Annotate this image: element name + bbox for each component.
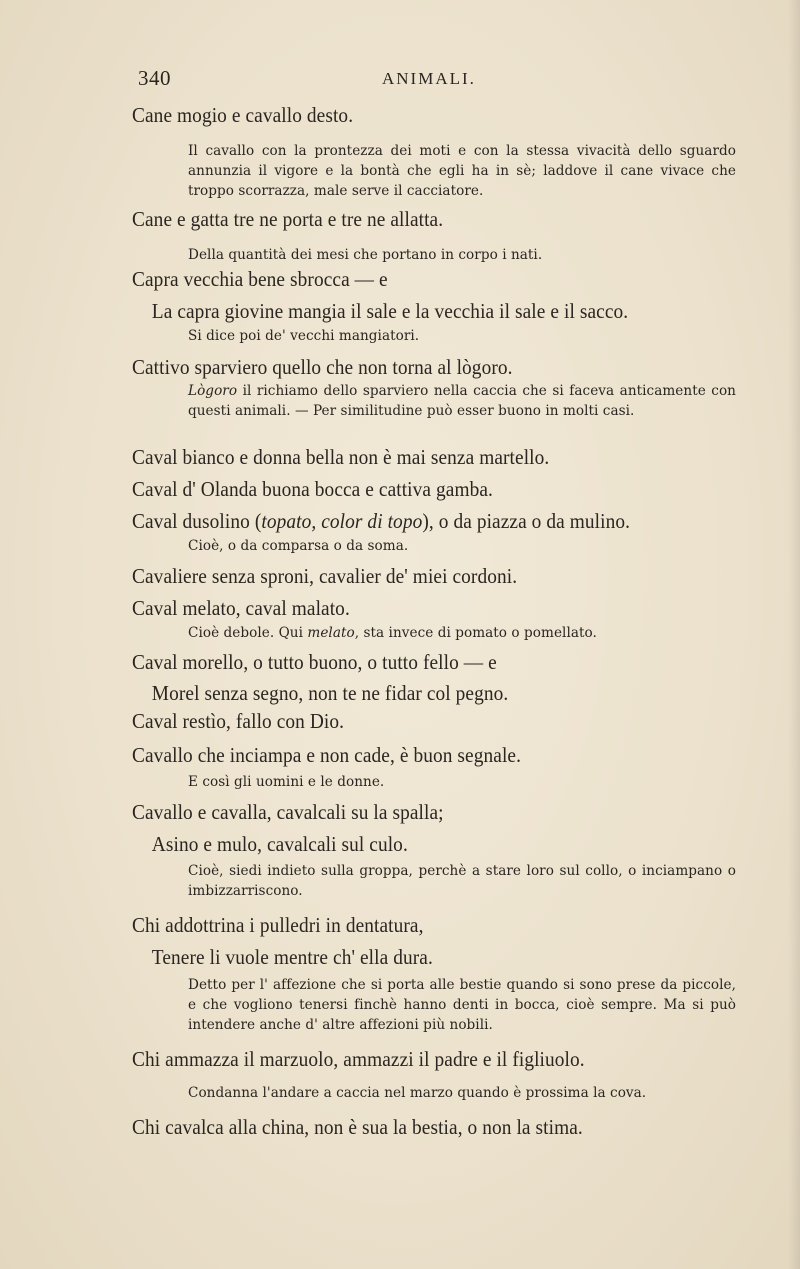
proverb-line: Asino e mulo, cavalcali sul culo. <box>151 832 408 856</box>
gloss: Cioè, siedi indieto sulla groppa, perchè a stare loro sul collo, o inciampano o imbizzarriscono. <box>188 863 736 899</box>
proverb-line: Caval dusolino (topato, color di topo), o da piazza o da mulino. <box>132 509 631 533</box>
proverb <box>132 1114 752 1140</box>
proverb <box>132 649 752 706</box>
gloss-term: Lògoro <box>188 383 238 399</box>
proverb <box>132 742 752 768</box>
proverb <box>132 799 752 857</box>
page-header <box>132 66 732 96</box>
proverb <box>132 206 752 232</box>
running-head: ANIMALI. <box>382 69 476 88</box>
proverb <box>132 595 752 621</box>
gloss <box>188 381 736 421</box>
proverb-line: Chi addottrina i pulledri in dentatura, <box>132 913 424 937</box>
proverb-line: Cavallo e cavalla, cavalcali su la spalla; <box>132 800 444 824</box>
proverb <box>132 563 752 589</box>
proverb-line: Caval restìo, fallo con Dio. <box>132 709 345 733</box>
gloss: Cioè debole. Qui melato, sta invece di pomato o pomellato. <box>188 625 597 641</box>
proverb-line: Cavaliere senza sproni, cavalier de' miei cordoni. <box>132 564 518 588</box>
proverb <box>132 1046 752 1072</box>
page-number: 340 <box>138 66 171 90</box>
proverb-line: Cavallo che inciampa e non cade, è buon segnale. <box>132 743 522 767</box>
proverb <box>132 508 752 534</box>
gloss-italic: melato <box>307 625 355 641</box>
proverb <box>132 102 752 128</box>
proverb-line: Cane e gatta tre ne porta e tre ne allatta. <box>132 207 444 231</box>
proverb-line: La capra giovine mangia il sale e la vecchia il sale e il sacco. <box>151 299 629 323</box>
proverb <box>132 476 752 502</box>
proverb-line: Cattivo sparviero quello che non torna al lògoro. <box>132 355 513 379</box>
proverb-line: Capra vecchia bene sbrocca — e <box>132 267 388 291</box>
gloss: Della quantità dei mesi che portano in corpo i nati. <box>188 247 543 263</box>
proverb-line: Cane mogio e cavallo desto. <box>132 103 354 127</box>
proverb-italic: topato, color di topo <box>261 509 423 533</box>
proverb-line: Tenere li vuole mentre ch' ella dura. <box>151 945 433 969</box>
gloss: Si dice poi de' vecchi mangiatori. <box>188 328 420 344</box>
proverb-line: Morel senza segno, non te ne fidar col pegno. <box>151 681 509 705</box>
proverb <box>132 444 752 470</box>
gloss: Cioè, o da comparsa o da soma. <box>188 538 409 554</box>
proverb-line: Caval d' Olanda buona bocca e cattiva gamba. <box>132 477 493 501</box>
gloss: Il cavallo con la prontezza dei moti e con la stessa vivacità dello sguardo annunzia il vigore e la bontà che egli ha in sè; laddove il cane vivace che troppo scorrazza, male serve il cacciatore. <box>188 143 736 199</box>
gloss: E così gli uomini e le donne. <box>188 774 385 790</box>
proverb <box>132 266 752 324</box>
proverb <box>132 708 752 734</box>
proverb <box>132 912 752 970</box>
proverb-line: Chi ammazza il marzuolo, ammazzi il padre e il figliuolo. <box>132 1047 585 1071</box>
proverb <box>132 354 752 380</box>
page-edge-shadow <box>788 0 800 1269</box>
proverb-line: Caval melato, caval malato. <box>132 596 350 620</box>
proverb-line: Caval bianco e donna bella non è mai senza martello. <box>132 445 550 469</box>
gloss: Detto per l' affezione che si porta alle bestie quando si sono prese da piccole, e che vogliono tenersi finchè hanno denti in bocca, cioè sempre. Ma si può intendere anche d' altre affezioni più nobili. <box>188 977 736 1033</box>
gloss: Condanna l'andare a caccia nel marzo quando è prossima la cova. <box>188 1085 647 1101</box>
proverb-line: Chi cavalca alla china, non è sua la bestia, o non la stima. <box>132 1115 583 1139</box>
gloss-text: il richiamo dello sparviero nella caccia che si faceva anticamente con questi animali. — Per similitudine può esser buono in molti casi. <box>188 383 736 419</box>
proverb-line: Caval morello, o tutto buono, o tutto fello — e <box>132 650 497 674</box>
